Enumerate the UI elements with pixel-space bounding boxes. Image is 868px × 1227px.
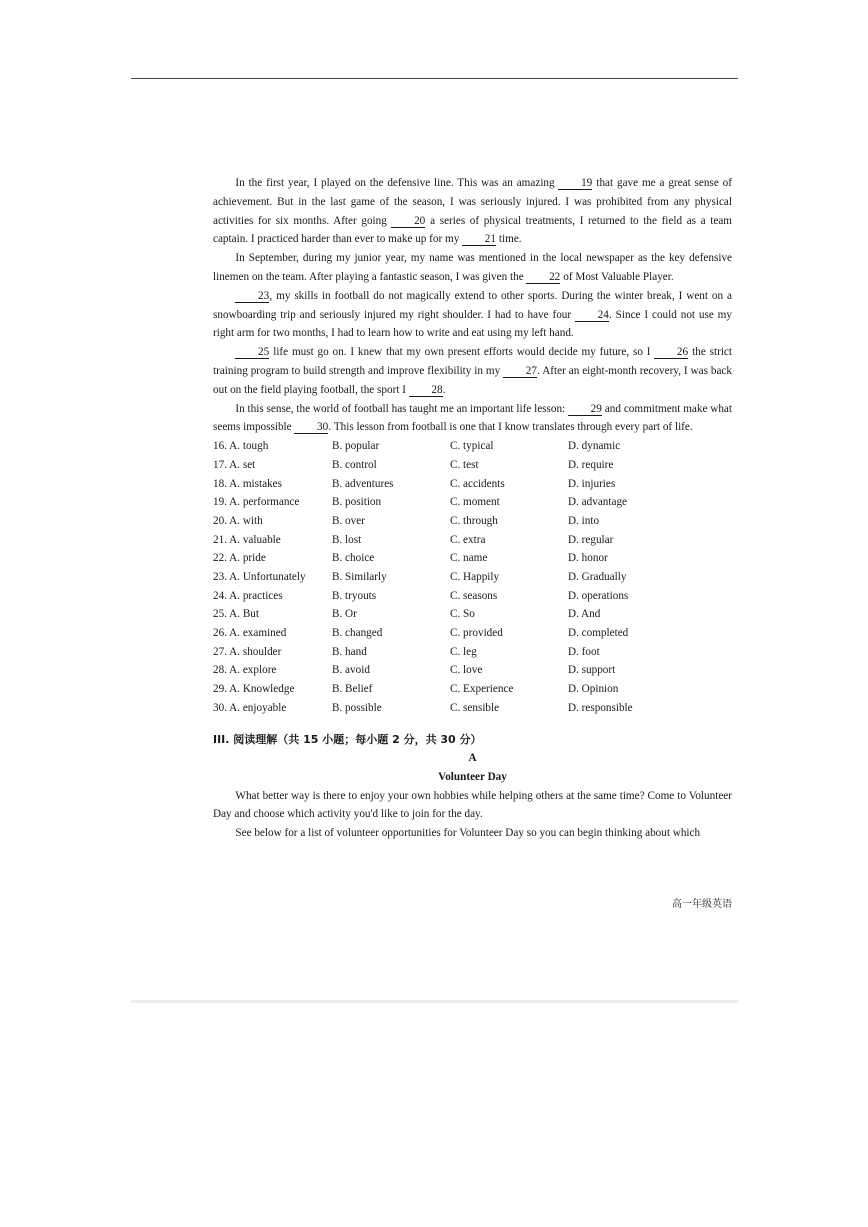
option-a: 17. A. set	[213, 458, 256, 471]
cloze-text: In September, during my junior year, my name was mentioned in the local newspaper as the key defensive linemen on the team. After playing a fantastic season, I was given the	[213, 252, 732, 283]
option-d: D. responsible	[568, 701, 633, 714]
section-heading: III. 阅读理解（共 15 小题；每小题 2 分，共 30 分）	[213, 733, 482, 747]
option-c: C. typical	[450, 440, 494, 453]
option-d: D. foot	[568, 645, 600, 658]
cloze-text: In this sense, the world of football has taught me an important life lesson:	[235, 402, 568, 415]
cloze-text: life must go on. I knew that my own present efforts would decide my future, so I	[269, 346, 655, 359]
top-rule	[131, 78, 738, 79]
option-c: C. Experience	[450, 683, 514, 696]
cloze-text: that gave me a great sense of achievement. But in the last game of the season, I was seriously injured. I was prohibited from any physical activities for six months. After going	[213, 177, 732, 227]
option-a: 25. A. But	[213, 608, 260, 621]
cloze-text: the strict training program to build strength and improve flexibility in my	[213, 346, 732, 377]
option-row	[213, 512, 732, 531]
option-c: C. extra	[450, 533, 486, 546]
option-b: B. lost	[332, 533, 362, 546]
reading-paragraph-2: See below for a list of volunteer opportunities for Volunteer Day so you can begin thinking about which	[235, 827, 701, 840]
cloze-text: . After an eight-month recovery, I was back out on the field playing football, the sport I	[213, 364, 732, 396]
option-row	[213, 605, 732, 624]
option-b: B. position	[332, 496, 382, 509]
option-c: C. Happily	[450, 570, 500, 583]
option-d: D. completed	[568, 627, 629, 640]
option-c: C. sensible	[450, 701, 500, 714]
cloze-paragraph-1	[213, 174, 732, 249]
option-d: D. Opinion	[568, 683, 619, 696]
option-d: D. require	[568, 458, 614, 471]
option-c: C. name	[450, 552, 488, 565]
option-row	[213, 643, 732, 662]
blank-24: 24	[575, 309, 609, 322]
option-b: B. control	[332, 458, 377, 471]
option-row	[213, 568, 732, 587]
option-a: 30. A. enjoyable	[213, 701, 287, 714]
option-a: 28. A. explore	[213, 664, 277, 677]
cloze-paragraph-3	[213, 287, 732, 343]
option-b: B. avoid	[332, 664, 370, 677]
option-row	[213, 437, 732, 456]
exam-page	[213, 174, 732, 843]
option-b: B. changed	[332, 627, 383, 640]
option-c: C. moment	[450, 496, 500, 509]
blank-28: 28	[409, 384, 443, 397]
option-d: D. into	[568, 514, 600, 527]
cloze-text: , my skills in football do not magically extend to other sports. During the winter break, I went on a snowboarding trip and seriously injured my right shoulder. I had to have four	[213, 289, 732, 321]
cloze-text: In the first year, I played on the defensive line. This was an amazing	[235, 177, 559, 189]
option-a: 24. A. practices	[213, 589, 283, 602]
cloze-text: . This lesson from football is one that I know translates through every part of life.	[328, 421, 693, 434]
blank-21: 21	[462, 233, 496, 246]
option-c: C. So	[450, 608, 475, 621]
option-row	[213, 587, 732, 606]
option-b: B. popular	[332, 440, 380, 453]
option-a: 20. A. with	[213, 514, 263, 527]
option-c: C. leg	[450, 645, 477, 658]
option-d: D. honor	[568, 552, 608, 565]
option-row	[213, 493, 732, 512]
option-b: B. hand	[332, 645, 367, 658]
blank-30: 30	[294, 421, 328, 434]
option-c: C. love	[450, 664, 483, 677]
option-row	[213, 549, 732, 568]
option-a: 26. A. examined	[213, 627, 287, 640]
option-d: D. advantage	[568, 496, 628, 509]
option-c: C. seasons	[450, 589, 498, 602]
option-b: B. adventures	[332, 477, 394, 490]
cloze-text: and commitment make what seems impossible	[213, 402, 732, 434]
blank-25: 25	[235, 346, 269, 359]
reading-paragraph-1: What better way is there to enjoy your own hobbies while helping others at the same time? Come to Volunteer Day and choose which activity you'd like to join for the day.	[213, 789, 732, 821]
blank-27: 27	[503, 365, 537, 378]
option-d: D. regular	[568, 533, 614, 546]
option-row	[213, 456, 732, 475]
option-d: D. injuries	[568, 477, 616, 490]
option-row	[213, 624, 732, 643]
option-b: B. over	[332, 514, 365, 527]
cloze-text: .	[442, 383, 446, 396]
option-b: B. choice	[332, 552, 375, 565]
option-a: 21. A. valuable	[213, 533, 281, 546]
option-c: C. test	[450, 458, 479, 471]
cloze-paragraph-2	[213, 249, 732, 287]
option-row	[213, 661, 732, 680]
option-row	[213, 475, 732, 494]
option-a: 18. A. mistakes	[213, 477, 282, 490]
cloze-paragraph-4	[213, 343, 732, 399]
cloze-text: a series of physical treatments, I returned to the field as a team captain. I practiced harder than ever to make up for my	[213, 214, 733, 246]
option-d: D. dynamic	[568, 440, 621, 453]
passage-letter: A	[468, 752, 477, 765]
option-b: B. Belief	[332, 683, 373, 696]
option-a: 22. A. pride	[213, 552, 266, 565]
option-c: C. provided	[450, 627, 503, 640]
blank-26: 26	[654, 346, 688, 359]
cloze-text: time.	[496, 233, 522, 246]
blank-29: 29	[568, 403, 602, 416]
cloze-paragraph-5	[213, 400, 732, 438]
blank-23: 23	[235, 290, 269, 303]
option-row	[213, 699, 732, 718]
option-a: 23. A. Unfortunately	[213, 570, 306, 583]
option-c: C. through	[450, 514, 498, 527]
blank-22: 22	[526, 271, 560, 284]
option-row	[213, 531, 732, 550]
option-a: 19. A. performance	[213, 496, 300, 509]
blank-19: 19	[558, 177, 592, 190]
option-a: 29. A. Knowledge	[213, 683, 295, 696]
cloze-text: of Most Valuable Player.	[560, 270, 674, 283]
option-b: B. Similarly	[332, 570, 387, 583]
cloze-text: . Since I could not use my right arm for two months, I had to learn how to write and eat using my left hand.	[213, 308, 732, 340]
answer-options-list	[213, 437, 732, 717]
option-row	[213, 680, 732, 699]
option-d: D. support	[568, 664, 616, 677]
option-a: 27. A. shoulder	[213, 645, 282, 658]
option-d: D. And	[568, 608, 601, 621]
blank-20: 20	[391, 215, 425, 228]
option-b: B. Or	[332, 608, 357, 621]
option-c: C. accidents	[450, 477, 505, 490]
option-b: B. possible	[332, 701, 382, 714]
option-b: B. tryouts	[332, 589, 377, 602]
page-footer: 高一年级英语	[672, 899, 732, 910]
option-a: 16. A. tough	[213, 440, 269, 453]
option-d: D. Gradually	[568, 570, 627, 583]
bottom-rule	[131, 1000, 738, 1003]
passage-title: Volunteer Day	[438, 771, 507, 784]
option-d: D. operations	[568, 589, 629, 602]
